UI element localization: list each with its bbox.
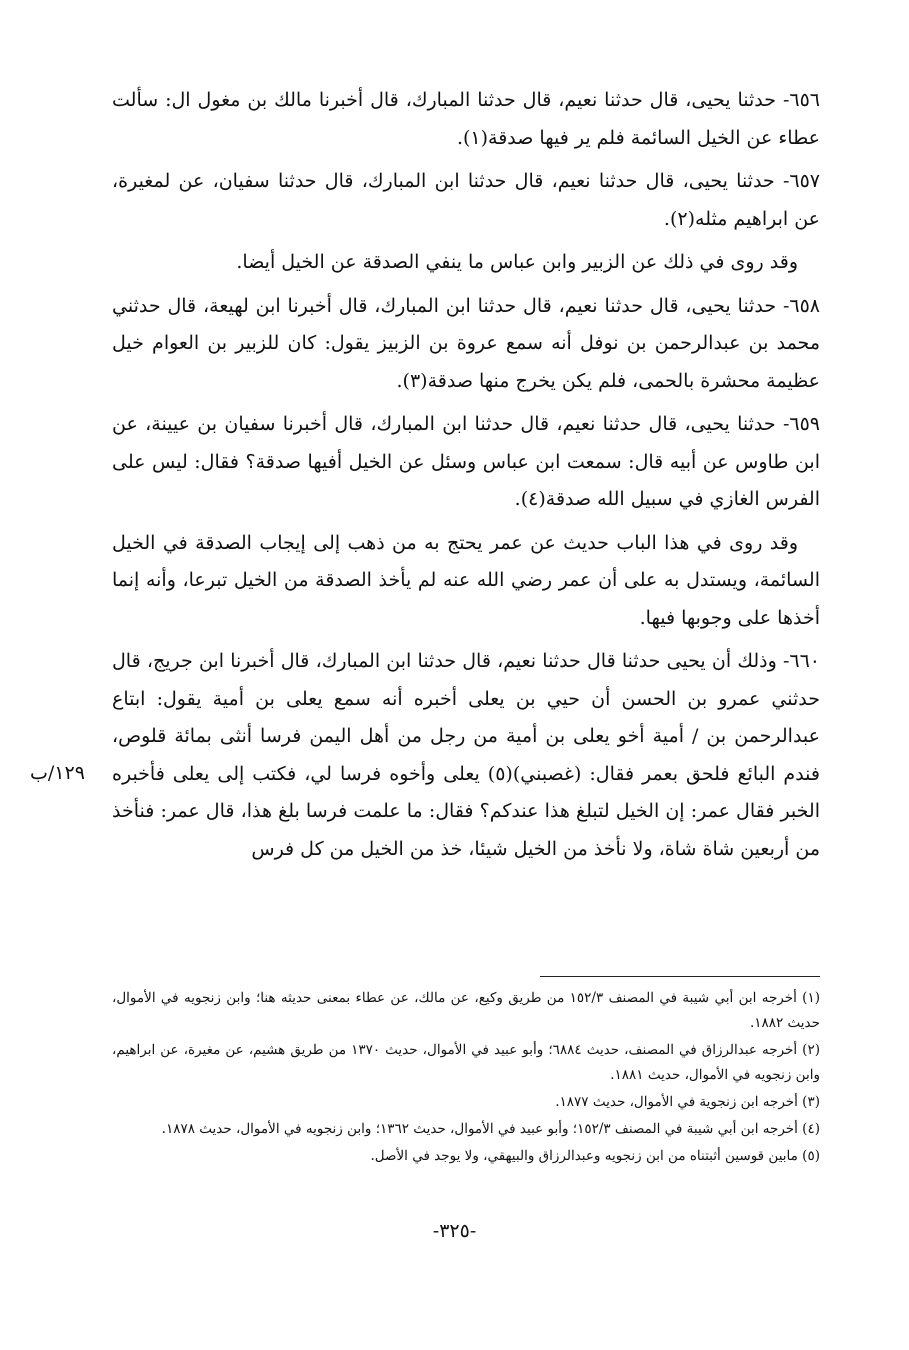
commentary-paragraph: وقد روى في ذلك عن الزبير وابن عباس ما ينفي الصدقة عن الخيل أيضا. [236,251,798,273]
footnote-separator [540,976,820,977]
hadith-658: ٦٥٨- حدثنا يحيى، قال حدثنا نعيم، قال حدثنا ابن المبارك، قال أخبرنا ابن لهيعة، قال حدثني محمد بن عبدالرحمن بن نوفل أنه سمع عروة بن الزبيز يقول: كان للزبير بن العوام خيل عظيمة محشرة بالحمى، فلم يكن يخرج منها صدقة(٣). [112,294,820,392]
footnote: (٢) أخرجه عبدالرزاق في المصنف، حديث ٦٨٨٤؛ وأبو عبيد في الأموال، حديث ١٣٧٠ من طريق هشيم، عن مغيرة، عن ابراهيم، وابن زنجويه في الأموال، حديث ١٨٨١. [112,1042,820,1083]
page-number: -٣٢٥- [432,1220,477,1242]
footnote: (٤) أخرجه ابن أبي شيبة في المصنف ١٥٢/٣؛ وأبو عبيد في الأموال، حديث ١٣٦٢؛ وابن زنجويه في الأموال، حديث ١٨٧٨. [161,1121,820,1137]
hadith-660: ٦٦٠- وذلك أن يحيى حدثنا قال حدثنا نعيم، قال حدثنا ابن المبارك، قال أخبرنا ابن جريج، قال حدثني عمرو بن الحسن أن حيي بن يعلى أخبره أنه سمع يعلى بن أمية يقول: ابتاع عبدالرحمن بن / أمية أخو يعلى بن أمية من رجل من أهل اليمن فرسا أنثى بمائة قلوص، فندم البائع فلحق بعمر فقال: (غصبني)(٥) يعلى وأخوه فرسا لي، فكتب إلى يعلى فأخبره الخبر فقال عمر: إن الخيل لتبلغ هذا عندكم؟ فقال: ما علمت فرسا بلغ هذا، قال عمر: فنأخذ من أربعين شاة شاة، ولا نأخذ من الخيل شيئا، خذ من الخيل من كل فرس [112,650,820,860]
hadith-659: ٦٥٩- حدثنا يحيى، قال حدثنا نعيم، قال حدثنا ابن المبارك، قال أخبرنا سفيان بن عيينة، عن ابن طاوس عن أبيه قال: سمعت ابن عباس وسئل عن الخيل أفيها صدقة؟ فقال: ليس على الفرس الغازي في سبيل الله صدقة(٤). [112,413,820,510]
footnote: (٣) أخرجه ابن زنجوية في الأموال، حديث ١٨٧٧. [555,1094,820,1110]
footnotes [112,986,820,1171]
commentary-paragraph: وقد روى في هذا الباب حديث عن عمر يحتج به من ذهب إلى إيجاب الصدقة في الخيل السائمة، ويستدل به على أن عمر رضي الله عنه لم يأخذ الصدقة من الخيل تبرعا، وأنه إنما أخذها على وجوبها فيها. [112,531,820,629]
footnote: (٥) مابين قوسين أثبتناه من ابن زنجويه وعبدالرزاق والبيهقي، ولا يوجد في الأصل. [370,1148,820,1164]
main-text [112,82,820,874]
manuscript-folio-note: ١٢٩/ب [30,762,85,784]
hadith-657: ٦٥٧- حدثنا يحيى، قال حدثنا نعيم، قال حدثنا ابن المبارك، قال حدثنا سفيان، عن لمغيرة، عن ابراهيم مثله(٢). [112,170,820,230]
footnote: (١) أخرجه ابن أبي شيبة في المصنف ١٥٢/٣ من طريق وكيع، عن مالك، عن عطاء بمعنى حديثه هنا؛ وابن زنجويه في الأموال، حديث ١٨٨٢. [112,990,820,1031]
hadith-656: ٦٥٦- حدثنا يحيى، قال حدثنا نعيم، قال حدثنا المبارك، قال أخبرنا مالك بن مغول ال: سألت عطاء عن الخيل السائمة فلم ير فيها صدقة(١). [112,89,820,149]
